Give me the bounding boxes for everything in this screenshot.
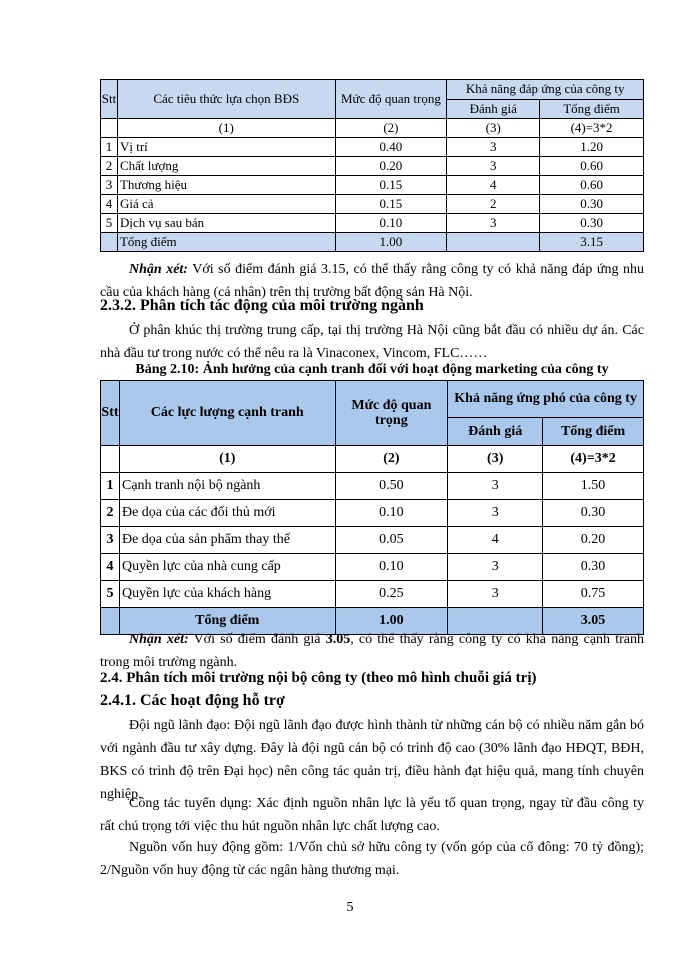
header-ability: Khả năng đáp ứng của công ty xyxy=(447,80,644,100)
header-importance: Mức độ quan trọng xyxy=(335,80,447,119)
section-title-24: 2.4. Phân tích môi trường nội bộ công ty (theo mô hình chuỗi giá trị) xyxy=(100,670,537,686)
page-number: 5 xyxy=(346,900,354,915)
header-rating: Đánh giá xyxy=(448,418,543,446)
table-criteria xyxy=(100,79,644,252)
section-title-241: 2.4.1. Các hoạt động hỗ trợ xyxy=(100,692,285,709)
header-forces: Các lực lượng cạnh tranh xyxy=(119,381,335,446)
table-row: 5 Dịch vụ sau bán 0.10 3 0.30 xyxy=(101,214,644,233)
numbering-row: (1) (2) (3) (4)=3*2 xyxy=(101,119,644,138)
section-232-paragraph: Ở phân khúc thị trường trung cấp, tại thị trường Hà Nội cũng bắt đầu có nhiều dự án. Các nhà đầu tư trong nước có thể nêu ra là Vinaconex, Vincom, FLC…… xyxy=(100,323,644,361)
table-competition xyxy=(100,380,644,635)
table-row: 5 Quyền lực của khách hàng 0.25 3 0.75 xyxy=(101,581,644,608)
table-row: 2 Đe dọa của các đối thủ mới 0.10 3 0.30 xyxy=(101,500,644,527)
table-row: 4 Giá cả 0.15 2 0.30 xyxy=(101,195,644,214)
note-paragraph-2: Nhận xét: Với số điểm đánh giá 3.05, có thể thấy rằng công ty có khả năng cạnh tranh trong môi trường ngành. xyxy=(100,632,644,670)
total-row: Tổng điểm 1.00 3.15 xyxy=(101,233,644,252)
total-row: Tổng điểm 1.00 3.05 xyxy=(101,608,644,635)
header-importance: Mức độ quan trọng xyxy=(335,381,448,446)
section-title-232: 2.3.2. Phân tích tác động của môi trường ngành xyxy=(100,297,424,314)
header-stt: Stt xyxy=(101,80,118,119)
numbering-row: (1) (2) (3) (4)=3*2 xyxy=(101,446,644,473)
table-row: 2 Chất lượng 0.20 3 0.60 xyxy=(101,157,644,176)
note-paragraph-1: Nhận xét: Với số điểm đánh giá 3.15, có thể thấy rằng công ty có khả năng đáp ứng nhu cầu của khách hàng (cá nhân) trên thị trường bất động sản Hà Nội. xyxy=(100,262,644,300)
section-241-paragraph-2: Công tác tuyển dụng: Xác định nguồn nhân lực là yếu tố quan trọng, ngay từ đầu công ty rất chú trọng tới việc thu hút nguồn nhân lực chất lượng cao. xyxy=(100,796,644,834)
table-row: 1 Vị trí 0.40 3 1.20 xyxy=(101,138,644,157)
header-rating: Đánh giá xyxy=(447,100,540,119)
section-241-paragraph-3: Nguồn vốn huy động gồm: 1/Vốn chủ sở hữu công ty (vốn góp của cổ đông: 70 tỷ đồng); 2/Nguồn vốn huy động từ các ngân hàng thương mại. xyxy=(100,840,644,878)
header-total: Tổng điểm xyxy=(540,100,644,119)
header-total: Tổng điểm xyxy=(543,418,644,446)
table-row: 4 Quyền lực của nhà cung cấp 0.10 3 0.30 xyxy=(101,554,644,581)
table-row: 1 Cạnh tranh nội bộ ngành 0.50 3 1.50 xyxy=(101,473,644,500)
header-ability: Khả năng ứng phó của công ty xyxy=(448,381,644,418)
header-stt: Stt xyxy=(101,381,120,446)
table-row: 3 Thương hiệu 0.15 4 0.60 xyxy=(101,176,644,195)
header-criteria: Các tiêu thức lựa chọn BĐS xyxy=(117,80,335,119)
section-241-paragraph-1: Đội ngũ lãnh đạo: Đội ngũ lãnh đạo được hình thành từ những cán bộ có nhiều năm gắn bó với ngành đầu tư xây dựng. Đây là đội ngũ cán bộ có trình độ cao (30% lãnh đạo HĐQT, BĐH, BKS có trình độ trên Đại học) nên công tác quản trị, điều hành đạt hiệu quả, mang tính chuyên nghiệp. xyxy=(100,718,644,802)
table-row: 3 Đe dọa của sản phẩm thay thế 0.05 4 0.20 xyxy=(101,527,644,554)
table2-caption: Bảng 2.10: Ảnh hưởng của cạnh tranh đối với hoạt động marketing của công ty xyxy=(135,362,609,377)
